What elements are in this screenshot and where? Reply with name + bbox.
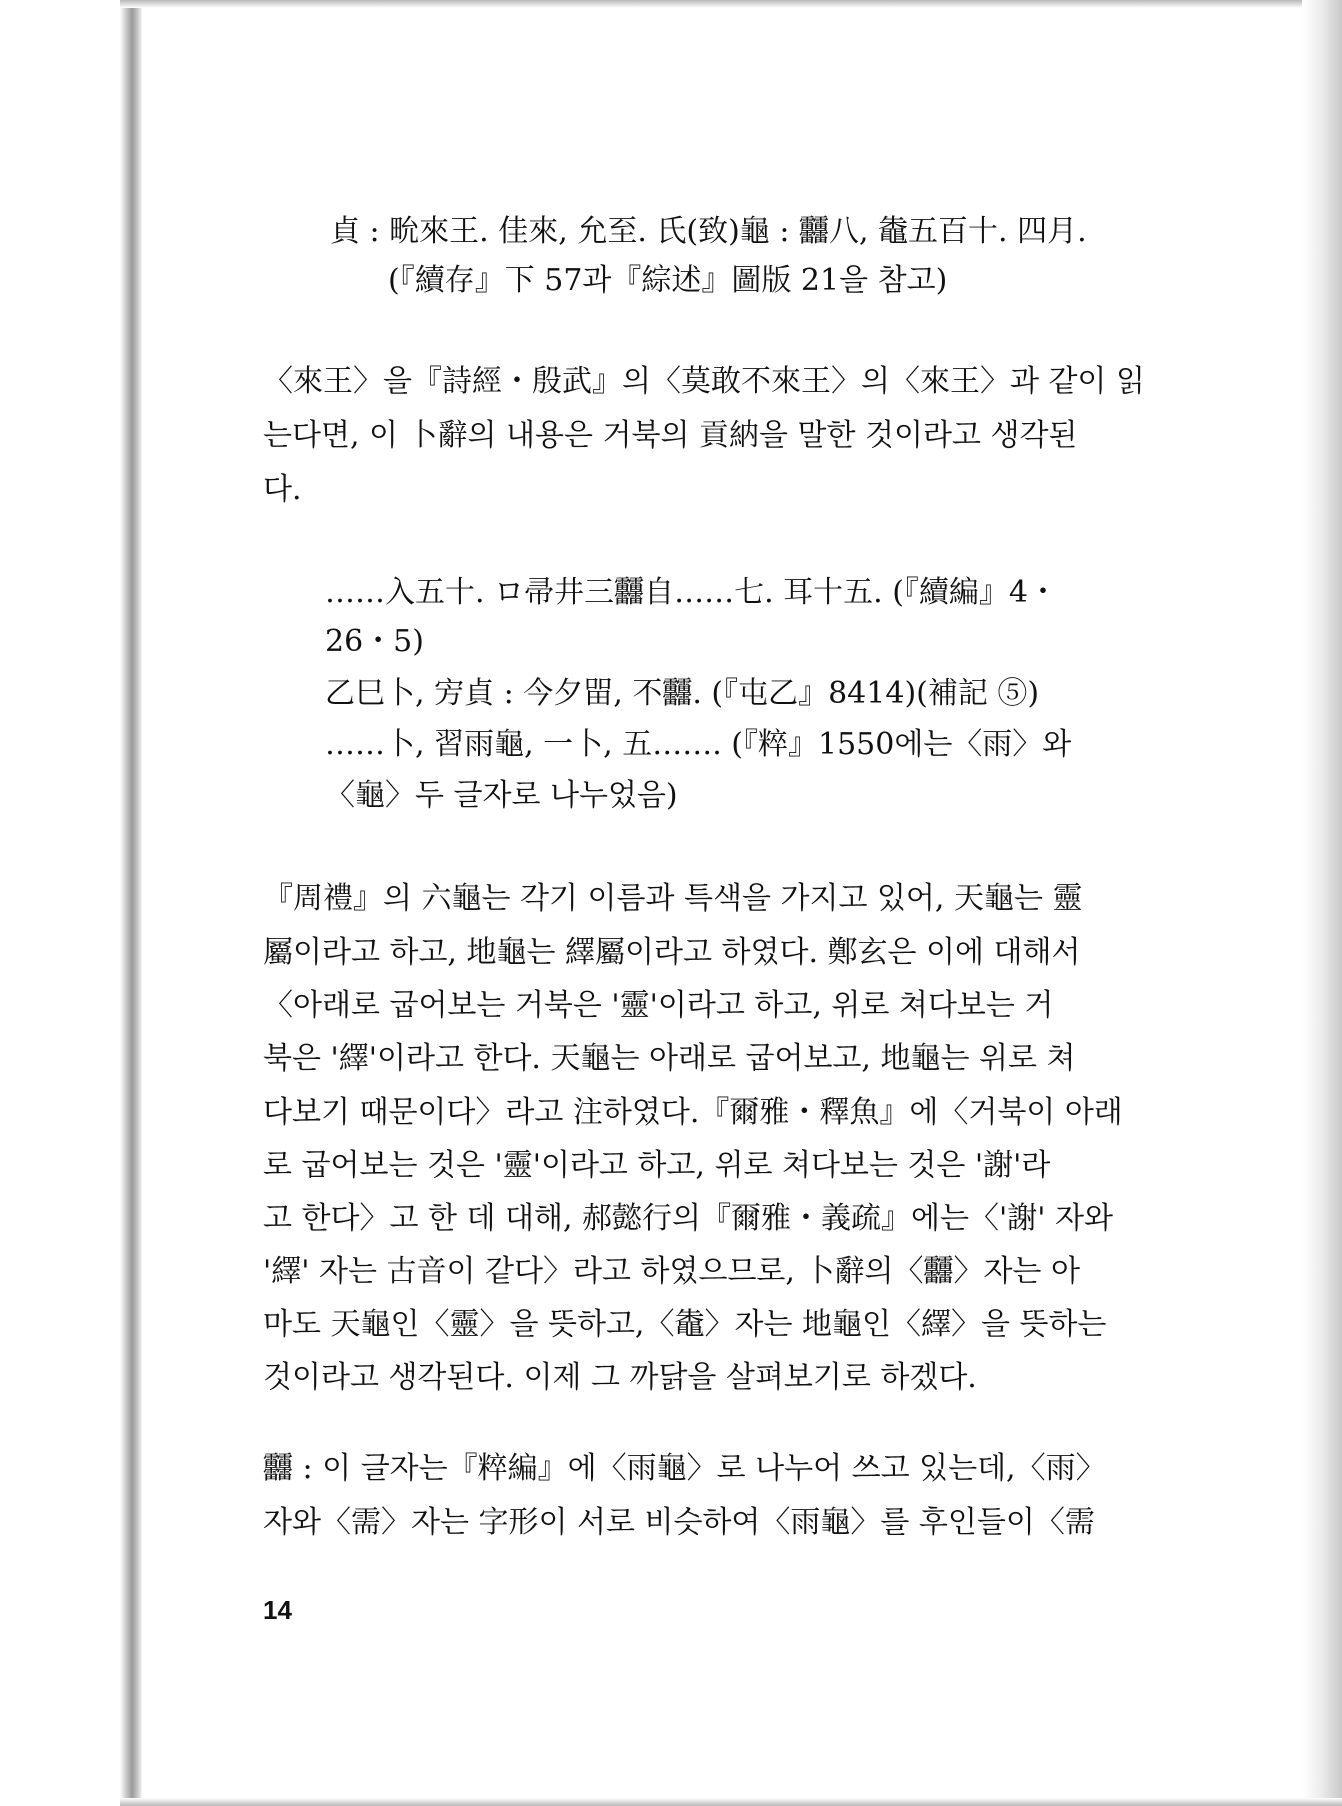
paragraph-2-line-10: 것이라고 생각된다. 이제 그 까닭을 살펴보기로 하겠다. bbox=[263, 1360, 977, 1395]
paragraph-1-line-1: 〈來王〉을『詩經・殷武』의〈莫敢不來王〉의〈來王〉과 같이 읽 bbox=[263, 364, 1145, 399]
paragraph-3-line-1: 䨻 : 이 글자는『粹編』에〈雨龜〉로 나누어 쓰고 있는데,〈雨〉 bbox=[263, 1451, 1106, 1486]
paragraph-1-line-3: 다. bbox=[263, 472, 302, 507]
paragraph-3-line-2: 자와〈需〉자는 字形이 서로 비슷하여〈雨龜〉를 후인들이〈需 bbox=[263, 1505, 1095, 1540]
paragraph-2-line-5: 다보기 때문이다〉라고 注하였다.『爾雅・釋魚』에〈거북이 아래 bbox=[263, 1095, 1123, 1130]
page-number: 14 bbox=[263, 1595, 292, 1625]
paragraph-1-line-2: 는다면, 이 卜辭의 내용은 거북의 貢納을 말한 것이라고 생각된 bbox=[263, 418, 1078, 453]
spine-shadow bbox=[120, 0, 142, 1806]
paragraph-2-line-9: 마도 天龜인〈靈〉을 뜻하고,〈鼄〉자는 地龜인〈繹〉을 뜻하는 bbox=[263, 1307, 1107, 1342]
paragraph-2-line-7: 고 한다〉고 한 데 대해, 郝懿行의『爾雅・義疏』에는〈'謝' 자와 bbox=[263, 1201, 1113, 1236]
top-edge-shadow bbox=[120, 0, 1342, 8]
paragraph-2-line-4: 북은 '繹'이라고 한다. 天龜는 아래로 굽어보고, 地龜는 위로 쳐 bbox=[263, 1041, 1076, 1076]
quote-2-line-1: ……入五十. ロ帚井三䨻自……七. 耳十五. (『續編』4・ bbox=[325, 575, 1059, 610]
quote-2-line-3: 乙巳卜, 㝑貞 : 今夕㽞, 不䨻. (『屯乙』8414)(補記 ⑤) bbox=[325, 676, 1040, 711]
paragraph-2-line-1: 『周禮』의 六龜는 각기 이름과 특색을 가지고 있어, 天龜는 靈 bbox=[263, 881, 1083, 916]
quote-1-line-2: (『續存』下 57과『綜述』圖版 21을 참고) bbox=[388, 263, 948, 298]
bottom-edge-shadow bbox=[120, 1798, 1342, 1806]
quote-2-line-2: 26・5) bbox=[325, 624, 424, 659]
page-left-margin bbox=[0, 0, 128, 1806]
paragraph-2-line-3: 〈아래로 굽어보는 거북은 '靈'이라고 하고, 위로 쳐다보는 거 bbox=[263, 988, 1054, 1023]
quote-1-line-1: 貞 : 㽙來王. 佳來, 允至. 氏(致)龜 : 䨻八, 鼄五百十. 四月. bbox=[330, 214, 1087, 249]
quote-2-line-5: 〈龜〉두 글자로 나누었음) bbox=[325, 778, 678, 813]
paragraph-2-line-6: 로 굽어보는 것은 '靈'이라고 하고, 위로 쳐다보는 것은 '謝'라 bbox=[263, 1148, 1051, 1183]
right-edge-shadow bbox=[1302, 0, 1342, 1806]
paragraph-2-line-8: '繹' 자는 古音이 같다〉라고 하였으므로, 卜辭의〈䨻〉자는 아 bbox=[263, 1254, 1080, 1289]
quote-2-line-4: ……卜, 習雨龜, 一卜, 五……. (『粹』1550에는〈雨〉와 bbox=[325, 727, 1072, 762]
paragraph-2-line-2: 屬이라고 하고, 地龜는 繹屬이라고 하였다. 鄭玄은 이에 대해서 bbox=[263, 935, 1081, 970]
